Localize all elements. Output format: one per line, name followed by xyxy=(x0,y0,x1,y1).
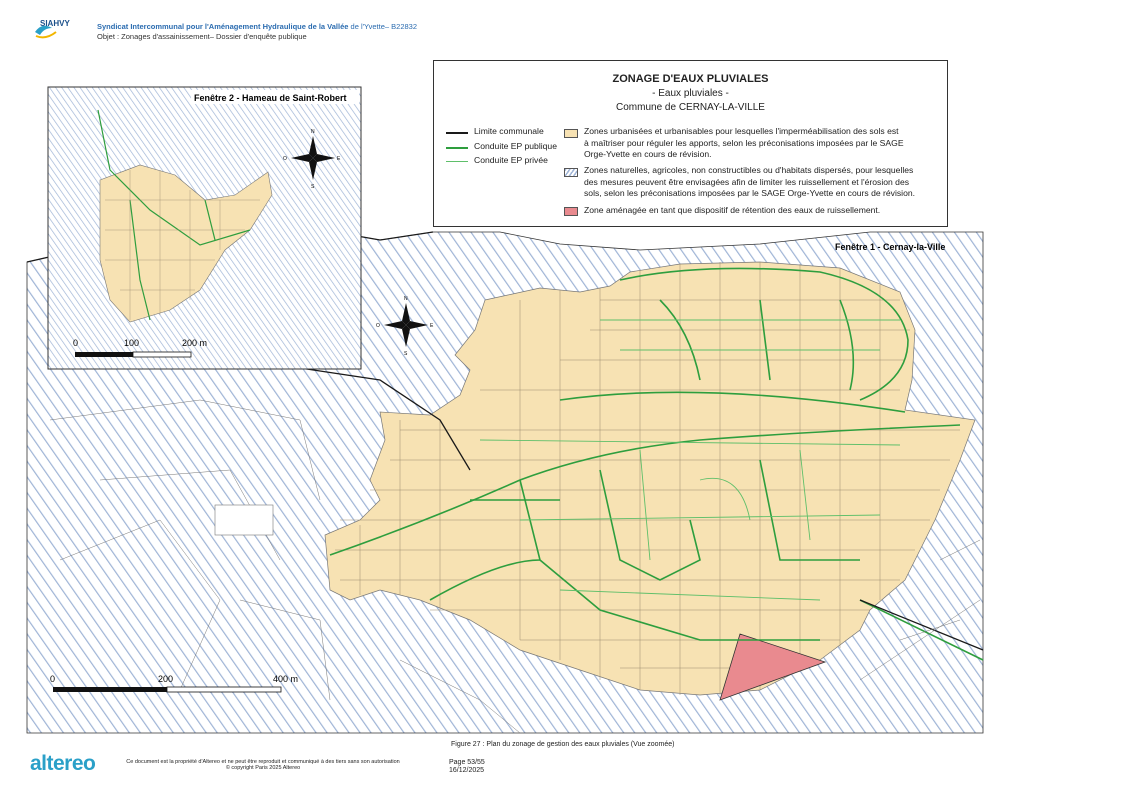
legend-natural-line3: sols, selon les préconisations imposées par le SAGE Orge-Yvette en cours de révision. xyxy=(584,188,916,199)
header-title-bold: Syndicat Intercommunal pour l'Aménagement Hydraulique de la Vallée xyxy=(97,22,349,31)
window2-label: Fenêtre 2 - Hameau de Saint-Robert xyxy=(194,93,347,103)
map-legend xyxy=(433,60,948,227)
legend-urban-swatch xyxy=(564,129,578,138)
page-date: 16/12/2025 xyxy=(449,767,485,774)
legend-retention-text: Zone aménagée en tant que dispositif de rétention des eaux de ruissellement. xyxy=(584,205,881,215)
legend-subtitle: - Eaux pluviales - xyxy=(652,88,729,99)
altereo-logo: altereo xyxy=(30,752,96,775)
header-title-rest: de l'Yvette– B22832 xyxy=(348,22,418,31)
legend-line-public: Conduite EP publique xyxy=(474,141,557,151)
compass-n: N xyxy=(404,296,408,302)
compass-s: S xyxy=(404,351,408,357)
compass-inset-s: S xyxy=(311,184,315,190)
legend-natural-swatch xyxy=(564,168,578,177)
buildings-rural xyxy=(215,505,273,535)
compass-inset-e: E xyxy=(337,156,341,162)
page-info xyxy=(449,759,485,775)
legend-urban-line2: à maîtriser pour réguler les apports, selon les préconisations imposées par le SAGE xyxy=(584,137,904,148)
scale-main-200: 200 xyxy=(158,674,174,684)
scale-inset-0: 0 xyxy=(73,338,79,348)
header-subtitle: Objet : Zonages d'assainissement– Dossier d'enquête publique xyxy=(97,32,307,41)
legend-natural-line1: Zones naturelles, agricoles, non constructibles ou d'habitats dispersés, pour lesquelles xyxy=(584,165,914,175)
legend-line-commune-swatch xyxy=(446,132,468,134)
compass-w: O xyxy=(376,323,380,329)
legend-line-commune: Limite communale xyxy=(474,126,544,136)
compass-e: E xyxy=(430,323,434,329)
compass-inset-w: O xyxy=(283,156,287,162)
window1-label: Fenêtre 1 - Cernay-la-Ville xyxy=(835,242,946,252)
copyright-line2: © copyright Paris 2025 Altereo xyxy=(225,765,301,771)
figure-caption: Figure 27 : Plan du zonage de gestion des eaux pluviales (Vue zoomée) xyxy=(451,741,675,748)
scale-main-0: 0 xyxy=(50,674,56,684)
legend-natural-line2: des mesures peuvent être envisagées afin de limiter les ruissellement et l'érosion des xyxy=(584,176,910,187)
legend-natural-text xyxy=(584,165,915,200)
copyright-line1: Ce document est la propriété d'Altereo et ne peut être reproduit et communiqué à des tiers sans son autorisation xyxy=(126,759,400,765)
legend-commune: Commune de CERNAY-LA-VILLE xyxy=(616,102,765,113)
legend-title: ZONAGE D'EAUX PLUVIALES xyxy=(612,73,769,85)
scale-inset-200: 200 m xyxy=(182,338,208,348)
compass-inset-n: N xyxy=(311,129,315,135)
legend-line-private-swatch xyxy=(446,161,468,162)
legend-urban-line3: Orge-Yvette en cours de révision. xyxy=(584,149,712,160)
legend-urban-text xyxy=(584,126,904,161)
legend-line-public-swatch xyxy=(446,147,468,149)
siahvy-logo-text: SIAHVY xyxy=(40,19,70,28)
page-number: Page 53/55 xyxy=(449,759,485,766)
scale-inset-100: 100 xyxy=(124,338,140,348)
inset-window2 xyxy=(48,87,361,369)
scale-main-400: 400 m xyxy=(273,674,299,684)
legend-urban-line1: Zones urbanisées et urbanisables pour lesquelles l'imperméabilisation des sols est xyxy=(584,126,899,136)
legend-line-private: Conduite EP privée xyxy=(474,155,548,165)
copyright-note xyxy=(118,759,408,771)
legend-retention-swatch xyxy=(564,207,578,216)
